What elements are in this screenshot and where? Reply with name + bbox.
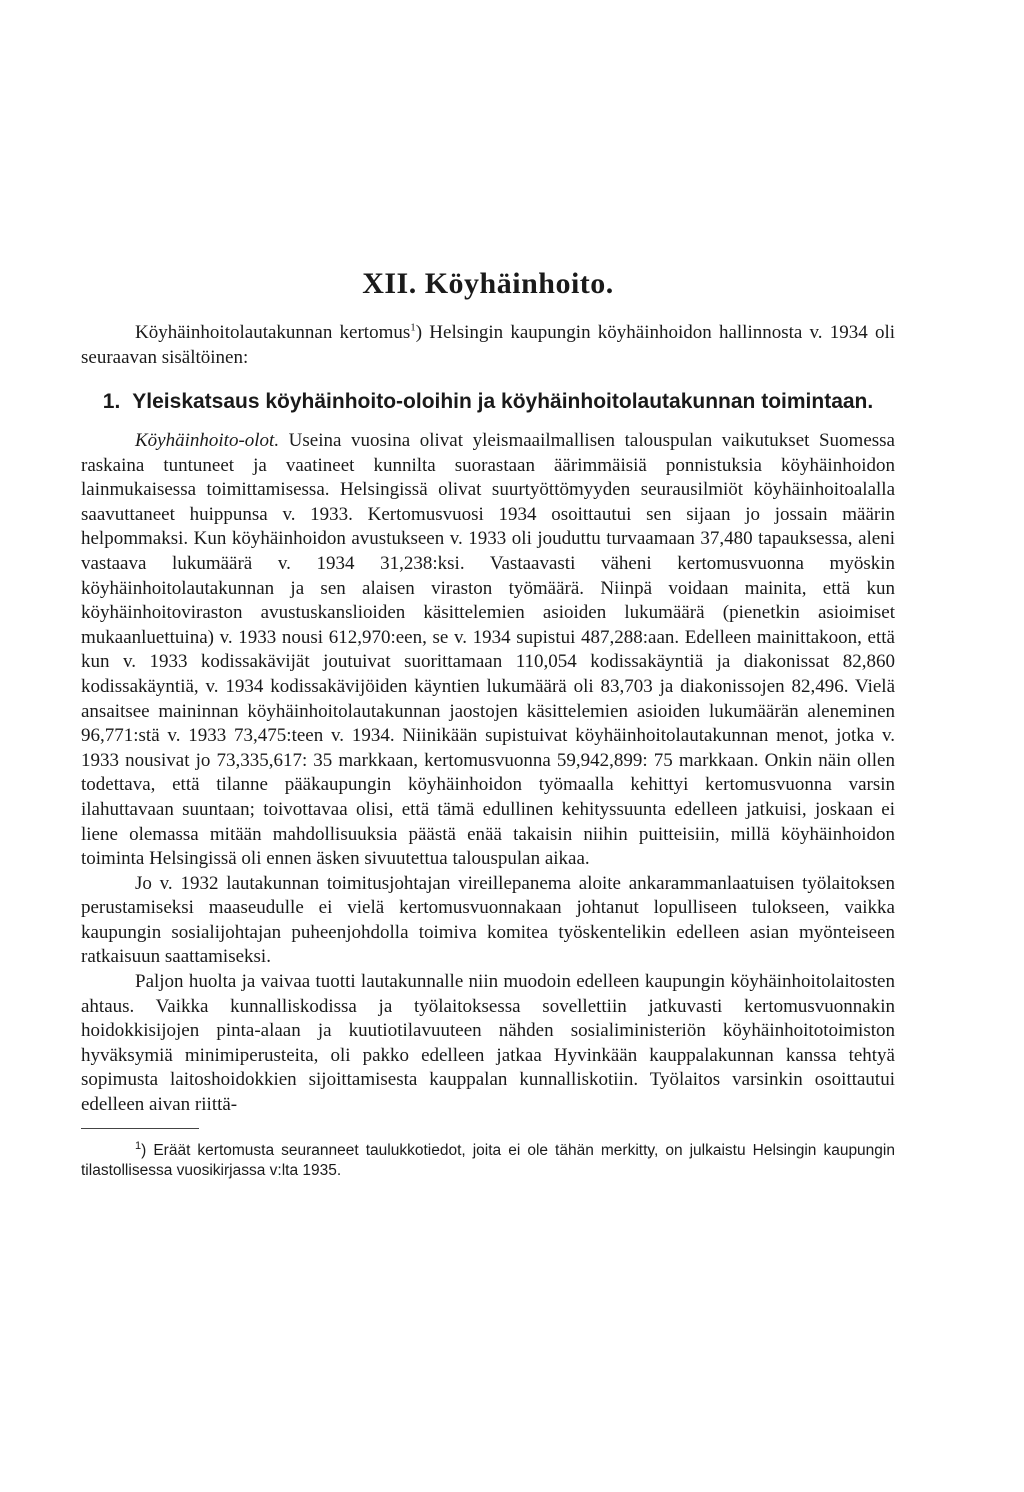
section-title: Yleiskatsaus köyhäinhoito-oloihin ja köyhäinhoitolautakunnan toimintaan.	[132, 390, 874, 413]
intro-paragraph	[81, 320, 895, 370]
paragraph-text: Useina vuosina olivat yleismaailmallisen talouspulan vaikutukset Suomessa raskaina tuntuneet ja vaatineet kunnilta suorastaan äärimmäisiä ponnistuksia köyhäinhoidon lainmukaisessa toimittamisessa. Helsingissä olivat suurtyöttömyyden seurausilmiöt köyhäinhoitoalalla saavuttaneet huippunsa v. 1933. Kertomusvuosi 1934 osoittautui sen sijaan jo jossain määrin helpommaksi. Kun köyhäinhoidon avustukseen v. 1933 oli jouduttu turvaamaan 37,480 tapauksessa, aleni vastaava lukumäärä v. 1934 31,238:ksi. Vastaavasti väheni kertomusvuonna myöskin köyhäinhoitolautakunnan ja sen alaisen viraston työmäärä. Niinpä voidaan mainita, että kun köyhäinhoitoviraston avustuskanslioiden käsittelemien asioiden lukumäärä (pienetkin asioimiset mukaanluettuina) v. 1933 nousi 612,970:een, se v. 1934 supistui 487,288:aan. Edelleen mainittakoon, että kun v. 1933 kodissakävijät joutuivat suorittamaan 110,054 kodissakäyntiä ja diakonissat 82,860 kodissakäyntiä, v. 1934 kodissakävijöiden käyntien lukumäärä oli 83,703 ja diakonissojen 82,496. Vielä ansaitsee maininnan köyhäinhoitolautakunnan jaostojen käsittelemien asioiden lukumäärän aleneminen 96,771:stä v. 1933 73,475:teen v. 1934. Niinikään supistuivat köyhäinhoitolautakunnan menot, jotka v. 1933 nousivat jo 73,335,617: 35 markkaan, kertomusvuonna 59,942,899: 75 markkaan. Onkin näin ollen todettava, että tilanne pääkaupungin köyhäinhoidon työmaalla kehittyi kertomusvuonna varsin ilahuttavaan suuntaan; toivottavaa olisi, että tämä edullinen kehityssuunta edelleen jatkuisi, joskaan ei liene olemassa mitään mahdollisuuksia päästä enää takaisin niihin puitteisiin, millä köyhäinhoidon toiminta Helsingissä oli ennen äsken sivuutettua talouspulan aikaa.	[81, 430, 895, 870]
paragraph-text: Jo v. 1932 lautakunnan toimitusjohtajan vireillepanema aloite ankarammanlaatuisen työlaitoksen perustamiseksi maaseudulle ei vielä kertomusvuonnakaan johtanut lopulliseen tulokseen, vaikka kaupungin sosialijohtajan puheenjohdolla toimiva komitea työskentelikin edelleen asian myönteiseen ratkaisuun saattamiseksi.	[81, 872, 895, 968]
body-paragraph-3	[81, 970, 895, 1118]
footnote-reference: 1	[410, 321, 416, 334]
footnote	[81, 1141, 895, 1181]
section-number: 1.	[102, 390, 121, 413]
footnote-mark: 1	[135, 1139, 142, 1152]
body-paragraph-2	[81, 872, 895, 970]
section-heading	[81, 388, 895, 415]
chapter-number: XII.	[362, 267, 417, 300]
footnote-divider	[81, 1128, 199, 1129]
chapter-name: Köyhäinhoito.	[424, 267, 614, 300]
body-paragraph-1	[81, 429, 895, 872]
paragraph-text: Paljon huolta ja vaivaa tuotti lautakunnalle niin muodoin edelleen kaupungin köyhäinhoitolaitosten ahtaus. Vaikka kunnalliskodissa ja työlaitoksessa sovellettiin jatkuvasti kertomusvuonnakin hoidokkisijojen pinta-alaan ja kuutiotilavuuteen nähden sosialiministeriön köyhäinhoitotoimiston hyväksymiä minimiperusteita, oli pakko edelleen jatkaa Hyvinkään kauppalakunnan kanssa tehtyä sopimusta laitoshoidokkien sijoittamisesta kauppalan kunnalliskotiin. Työlaitos varsinkin osoittautui edelleen aivan riittä-	[81, 971, 895, 1116]
intro-text-start: Köyhäinhoitolautakunnan kertomus	[135, 322, 411, 343]
intro-text-end: ) Helsingin kaupungin köyhäinhoidon hallinnosta v. 1934 oli seuraavan sisältöinen:	[81, 322, 895, 368]
chapter-title	[81, 264, 895, 304]
footnote-text: ) Eräät kertomusta seuranneet taulukkotiedot, joita ei ole tähän merkitty, on julkaistu Helsingin kaupungin tilastollisessa vuosikirjassa v:lta 1935.	[81, 1141, 895, 1179]
document-page	[81, 264, 895, 1181]
paragraph-lead: Köyhäinhoito-olot.	[135, 430, 280, 451]
